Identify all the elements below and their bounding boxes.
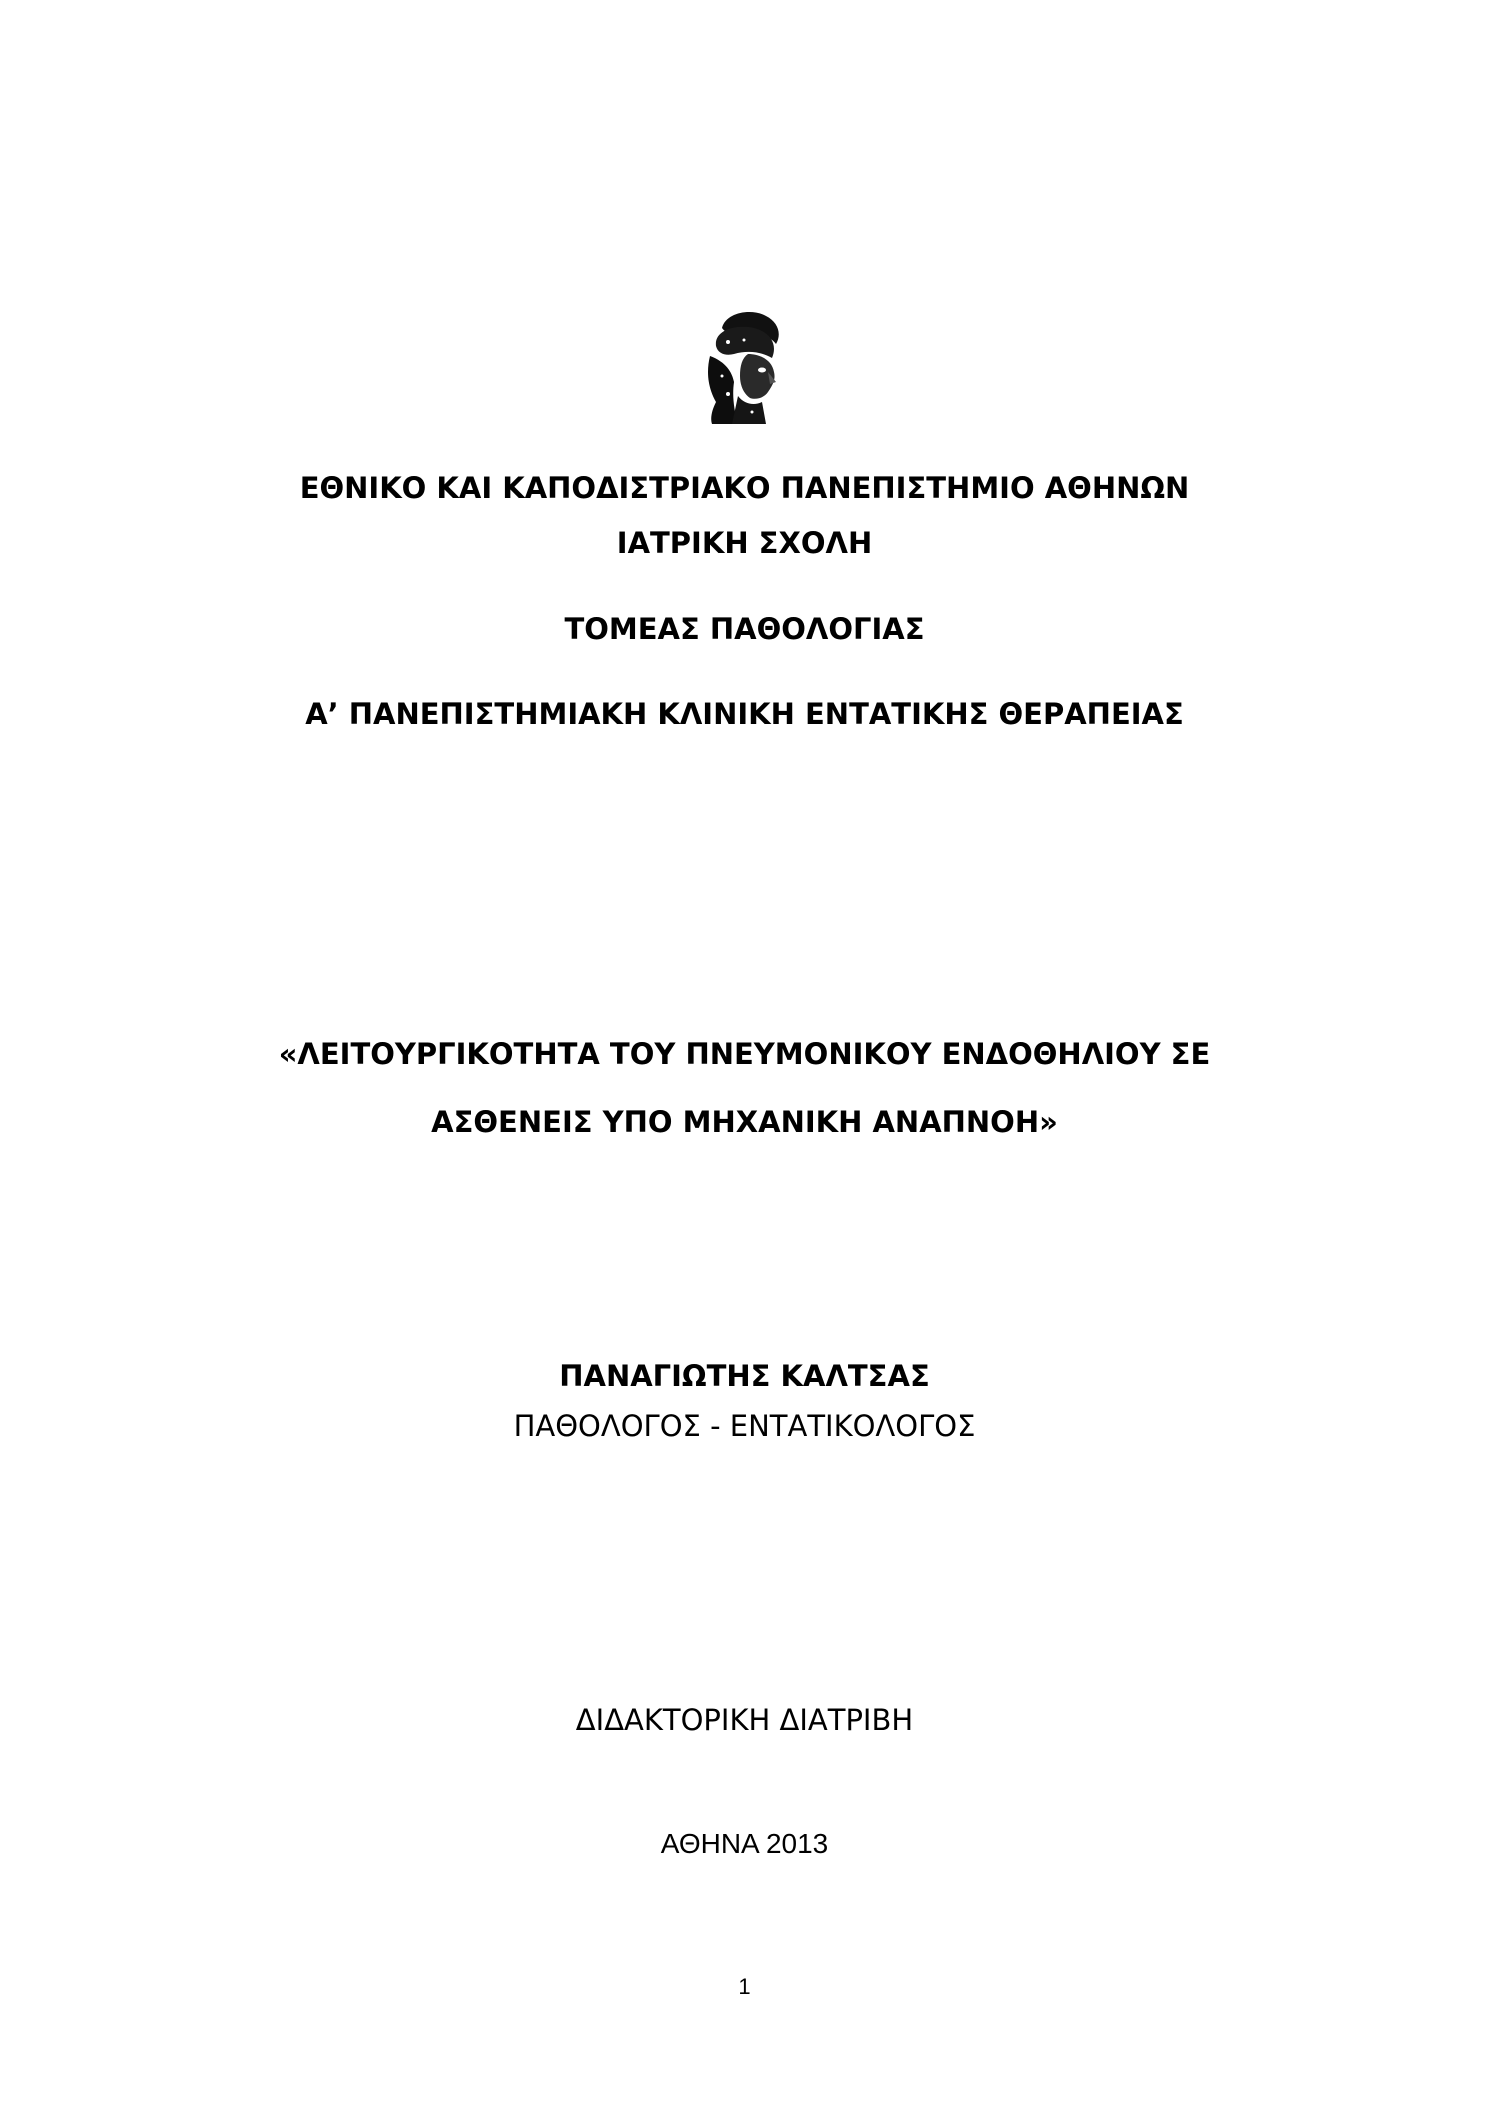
document-type: ΔΙΔΑΚΤΟΡΙΚΗ ΔΙΑΤΡΙΒΗ — [575, 1703, 914, 1737]
clinic-name: Α’ ΠΑΝΕΠΙΣΤΗΜΙΑΚΗ ΚΛΙΝΙΚΗ ΕΝΤΑΤΙΚΗΣ ΘΕΡΑΠΕΙΑΣ — [305, 697, 1184, 731]
sector-name: ΤΟΜΕΑΣ ΠΑΘΟΛΟΓΙΑΣ — [564, 612, 925, 646]
athena-head-logo-icon — [692, 306, 800, 424]
author-role: ΠΑΘΟΛΟΓΟΣ - ΕΝΤΑΤΙΚΟΛΟΓΟΣ — [513, 1409, 976, 1443]
thesis-title-line-1: «ΛΕΙΤΟΥΡΓΙΚΟΤΗΤΑ ΤΟΥ ΠΝΕΥΜΟΝΙΚΟΥ ΕΝΔΟΘΗΛΙΟΥ ΣΕ — [278, 1037, 1211, 1071]
author-name: ΠΑΝΑΓΙΩΤΗΣ ΚΑΛΤΣΑΣ — [559, 1359, 930, 1393]
school-name: ΙΑΤΡΙΚΗ ΣΧΟΛΗ — [616, 526, 873, 560]
page-number: 1 — [738, 1974, 751, 1999]
place-year: ΑΘΗΝΑ 2013 — [660, 1828, 829, 1859]
university-name: ΕΘΝΙΚΟ ΚΑΙ ΚΑΠΟΔΙΣΤΡΙΑΚΟ ΠΑΝΕΠΙΣΤΗΜΙΟ ΑΘΗΝΩΝ — [299, 471, 1190, 505]
thesis-title-line-2: ΑΣΘΕΝΕΙΣ ΥΠΟ ΜΗΧΑΝΙΚΗ ΑΝΑΠΝΟΗ» — [431, 1105, 1058, 1139]
